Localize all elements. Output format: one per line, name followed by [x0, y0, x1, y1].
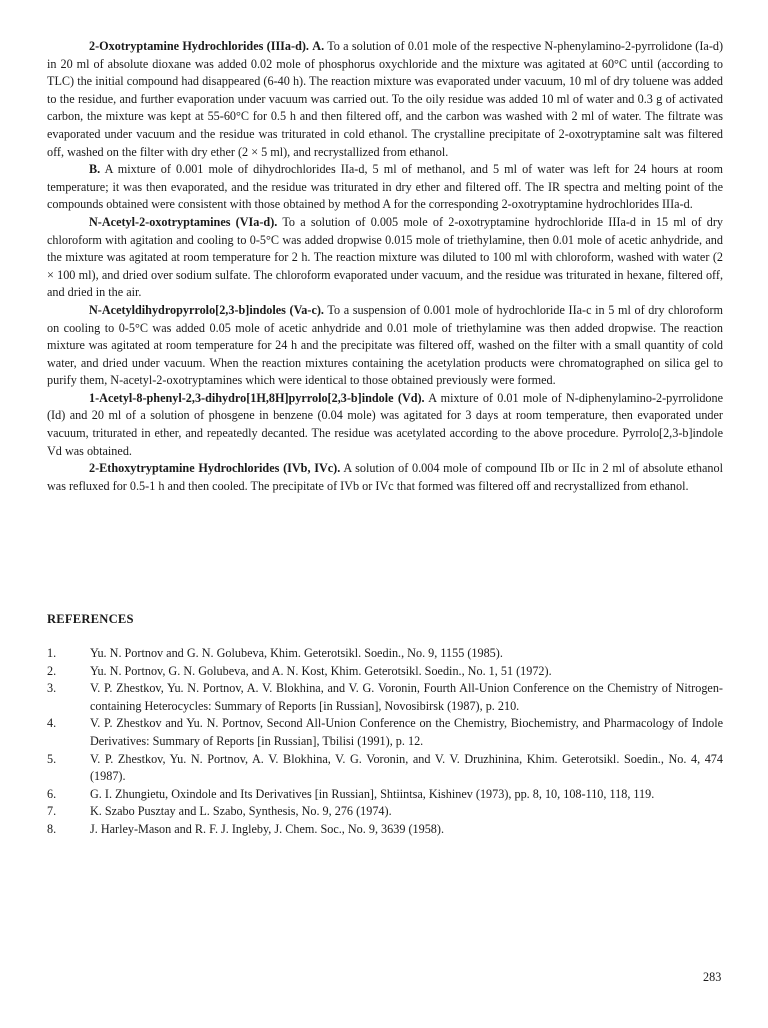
paragraph-body: To a solution of 0.005 mole of 2-oxotryptamine hydrochloride IIIa-d in 15 ml of dry chloroform with agitation and cooling to 0-5°C was added dropwise 0.015 mole of triethylamine, then 0.01 mole of acetic anhydride, and the mixture was agitated at room temperature for 2 h. The reaction mixture was diluted to 100 ml with chloroform, washed with water (2 × 100 ml), and dried over sodium sulfate. The chloroform evaporated under vacuum, and the residue was triturated in hexane, filtered off, and dried in the air.	[47, 214, 723, 300]
reference-item	[47, 751, 723, 786]
reference-number: 4.	[47, 716, 57, 731]
method-label: A.	[312, 39, 325, 53]
reference-number: 8.	[47, 821, 57, 836]
reference-text: K. Szabo Pusztay and L. Szabo, Synthesis, No. 9, 276 (1974).	[90, 804, 392, 819]
paragraph-body: A solution of 0.004 mole of compound IIb or IIc in 2 ml of absolute ethanol was refluxed for 0.5-1 h and then cooled. The precipitate of IVb or IVc that formed was filtered off and recrystallized from ethanol.	[47, 461, 723, 493]
reference-text: V. P. Zhestkov and Yu. N. Portnov, Second All-Union Conference on the Chemistry, Biochemistry, and Pharmacology of Indole Derivatives: Summary of Reports [in Russian], Tbilisi (1991), p. 12.	[90, 716, 723, 748]
reference-item	[47, 680, 723, 715]
paragraph-heading: 2-Ethoxytryptamine Hydrochlorides (IVb, IVc).	[89, 461, 341, 476]
reference-text: G. I. Zhungietu, Oxindole and Its Derivatives [in Russian], Shtiintsa, Kishinev (1973), pp. 8, 10, 108-110, 118, 119.	[90, 786, 655, 801]
references-list	[47, 645, 723, 839]
paragraph-acetyl-oxotryptamines	[47, 214, 723, 302]
reference-item	[47, 663, 723, 681]
paragraph-body: A mixture of 0.001 mole of dihydrochlorides IIa-d, 5 ml of methanol, and 5 ml of water was left for 24 hours at room temperature; it was then evaporated, and the residue was triturated in dry ether and filtered off. The IR spectra and melting point of the compounds obtained were consistent with those obtained by method A for the corresponding 2-oxotryptamine hydrochlorides IIIa-d.	[47, 162, 724, 212]
reference-item	[47, 786, 723, 804]
reference-text: Yu. N. Portnov, G. N. Golubeva, and A. N. Kost, Khim. Geterotsikl. Soedin., No. 1, 51 (1972).	[90, 663, 552, 678]
reference-number: 3.	[47, 681, 57, 696]
paragraph-heading: N-Acetyl-2-oxotryptamines (VIa-d).	[89, 214, 278, 229]
reference-text: V. P. Zhestkov, Yu. N. Portnov, A. V. Blokhina, and V. G. Voronin, Fourth All-Union Conference on the Chemistry of Nitrogen-containing Heterocycles: Summary of Reports [in Russian], Novosibirsk (1987), p. 210.	[90, 681, 723, 713]
paragraph-heading: 2-Oxotryptamine Hydrochlorides (IIIa-d).	[89, 39, 309, 53]
paragraph-pyrroloindole-vd	[47, 390, 723, 460]
reference-number: 7.	[47, 804, 57, 819]
paragraph-ethoxytryptamine-hydrochlorides	[47, 460, 723, 495]
reference-item	[47, 821, 723, 839]
method-label: B.	[89, 162, 101, 177]
reference-number: 5.	[47, 751, 57, 766]
page-number: 283	[703, 970, 722, 984]
paragraph-heading: N-Acetyldihydropyrrolo[2,3-b]indoles (Va-c).	[89, 302, 324, 317]
paragraph-body: To a suspension of 0.001 mole of hydrochloride IIa-c in 5 ml of dry chloroform on cooling to 0-5°C was added 0.05 mole of acetic anhydride and 0.01 mole of triethylamine was then added dropwise. The reaction mixture was agitated at room temperature for 24 h and the precipitate was filtered off, washed on the filter with a small quantity of cold water, and dried under vacuum. When the reaction mixtures containing the acetylation products were chromatographed on silica gel to purify them, N-acetyl-2-oxotryptamines which were identical to those obtained previously were formed.	[47, 302, 723, 388]
reference-number: 1.	[47, 646, 57, 660]
paragraph-oxotryptamine-hydrochlorides	[47, 38, 723, 161]
experimental-section	[47, 38, 723, 495]
reference-text: J. Harley-Mason and R. F. J. Ingleby, J. Chem. Soc., No. 9, 3639 (1958).	[90, 821, 445, 836]
reference-item	[47, 645, 723, 663]
paragraph-heading: 1-Acetyl-8-phenyl-2,3-dihydro[1H,8H]pyrrolo[2,3-b]indole (Vd).	[89, 390, 425, 405]
reference-text: Yu. N. Portnov and G. N. Golubeva, Khim. Geterotsikl. Soedin., No. 9, 1155 (1985).	[90, 646, 503, 660]
paragraph-body: A mixture of 0.01 mole of N-diphenylamino-2-pyrrolidone (Id) and 20 ml of a solution of phosgene in benzene (0.04 mole) was agitated for 3 days at room temperature, then evaporated under vacuum, triturated in ether, and repeatedly decanted. The residue was acetylated according to the above procedure. Pyrrolo[2,3-b]indole Vd was obtained.	[47, 390, 724, 458]
paragraph-acetyldihydropyrroloindoles	[47, 302, 723, 390]
paragraph-method-b	[47, 161, 723, 214]
reference-text: V. P. Zhestkov, Yu. N. Portnov, A. V. Blokhina, V. G. Voronin, and V. V. Druzhinina, Khim. Geterotsikl. Soedin., No. 4, 474 (1987).	[90, 751, 723, 784]
reference-number: 6.	[47, 786, 57, 801]
references-heading: REFERENCES	[47, 612, 134, 626]
reference-item	[47, 715, 723, 750]
reference-item	[47, 803, 723, 821]
paragraph-body: To a solution of 0.01 mole of the respective N-phenylamino-2-pyrrolidone (Ia-d) in 20 ml of absolute dioxane was added 0.02 mole of phosphorus oxychloride and the mixture was agitated at 60°C until (according to TLC) the initial compound had disappeared (6-40 h). The reaction mixture was evaporated under vacuum, 10 ml of dry toluene was added to the residue, and further evaporation under vacuum was carried out. To the oily residue was added 10 ml of water and 0.3 g of activated carbon, the mixture was kept at 55-60°C for 0.5 h and then filtered off, and the carbon was washed with 2 ml of water. The filtrate was evaporated under vacuum and the residue was triturated in cold ethanol. The crystalline precipitate of 2-oxotryptamine salt was filtered off, washed on the filter with dry ether (2 × 5 ml), and recrystallized from ethanol.	[47, 39, 724, 159]
reference-number: 2.	[47, 663, 57, 678]
